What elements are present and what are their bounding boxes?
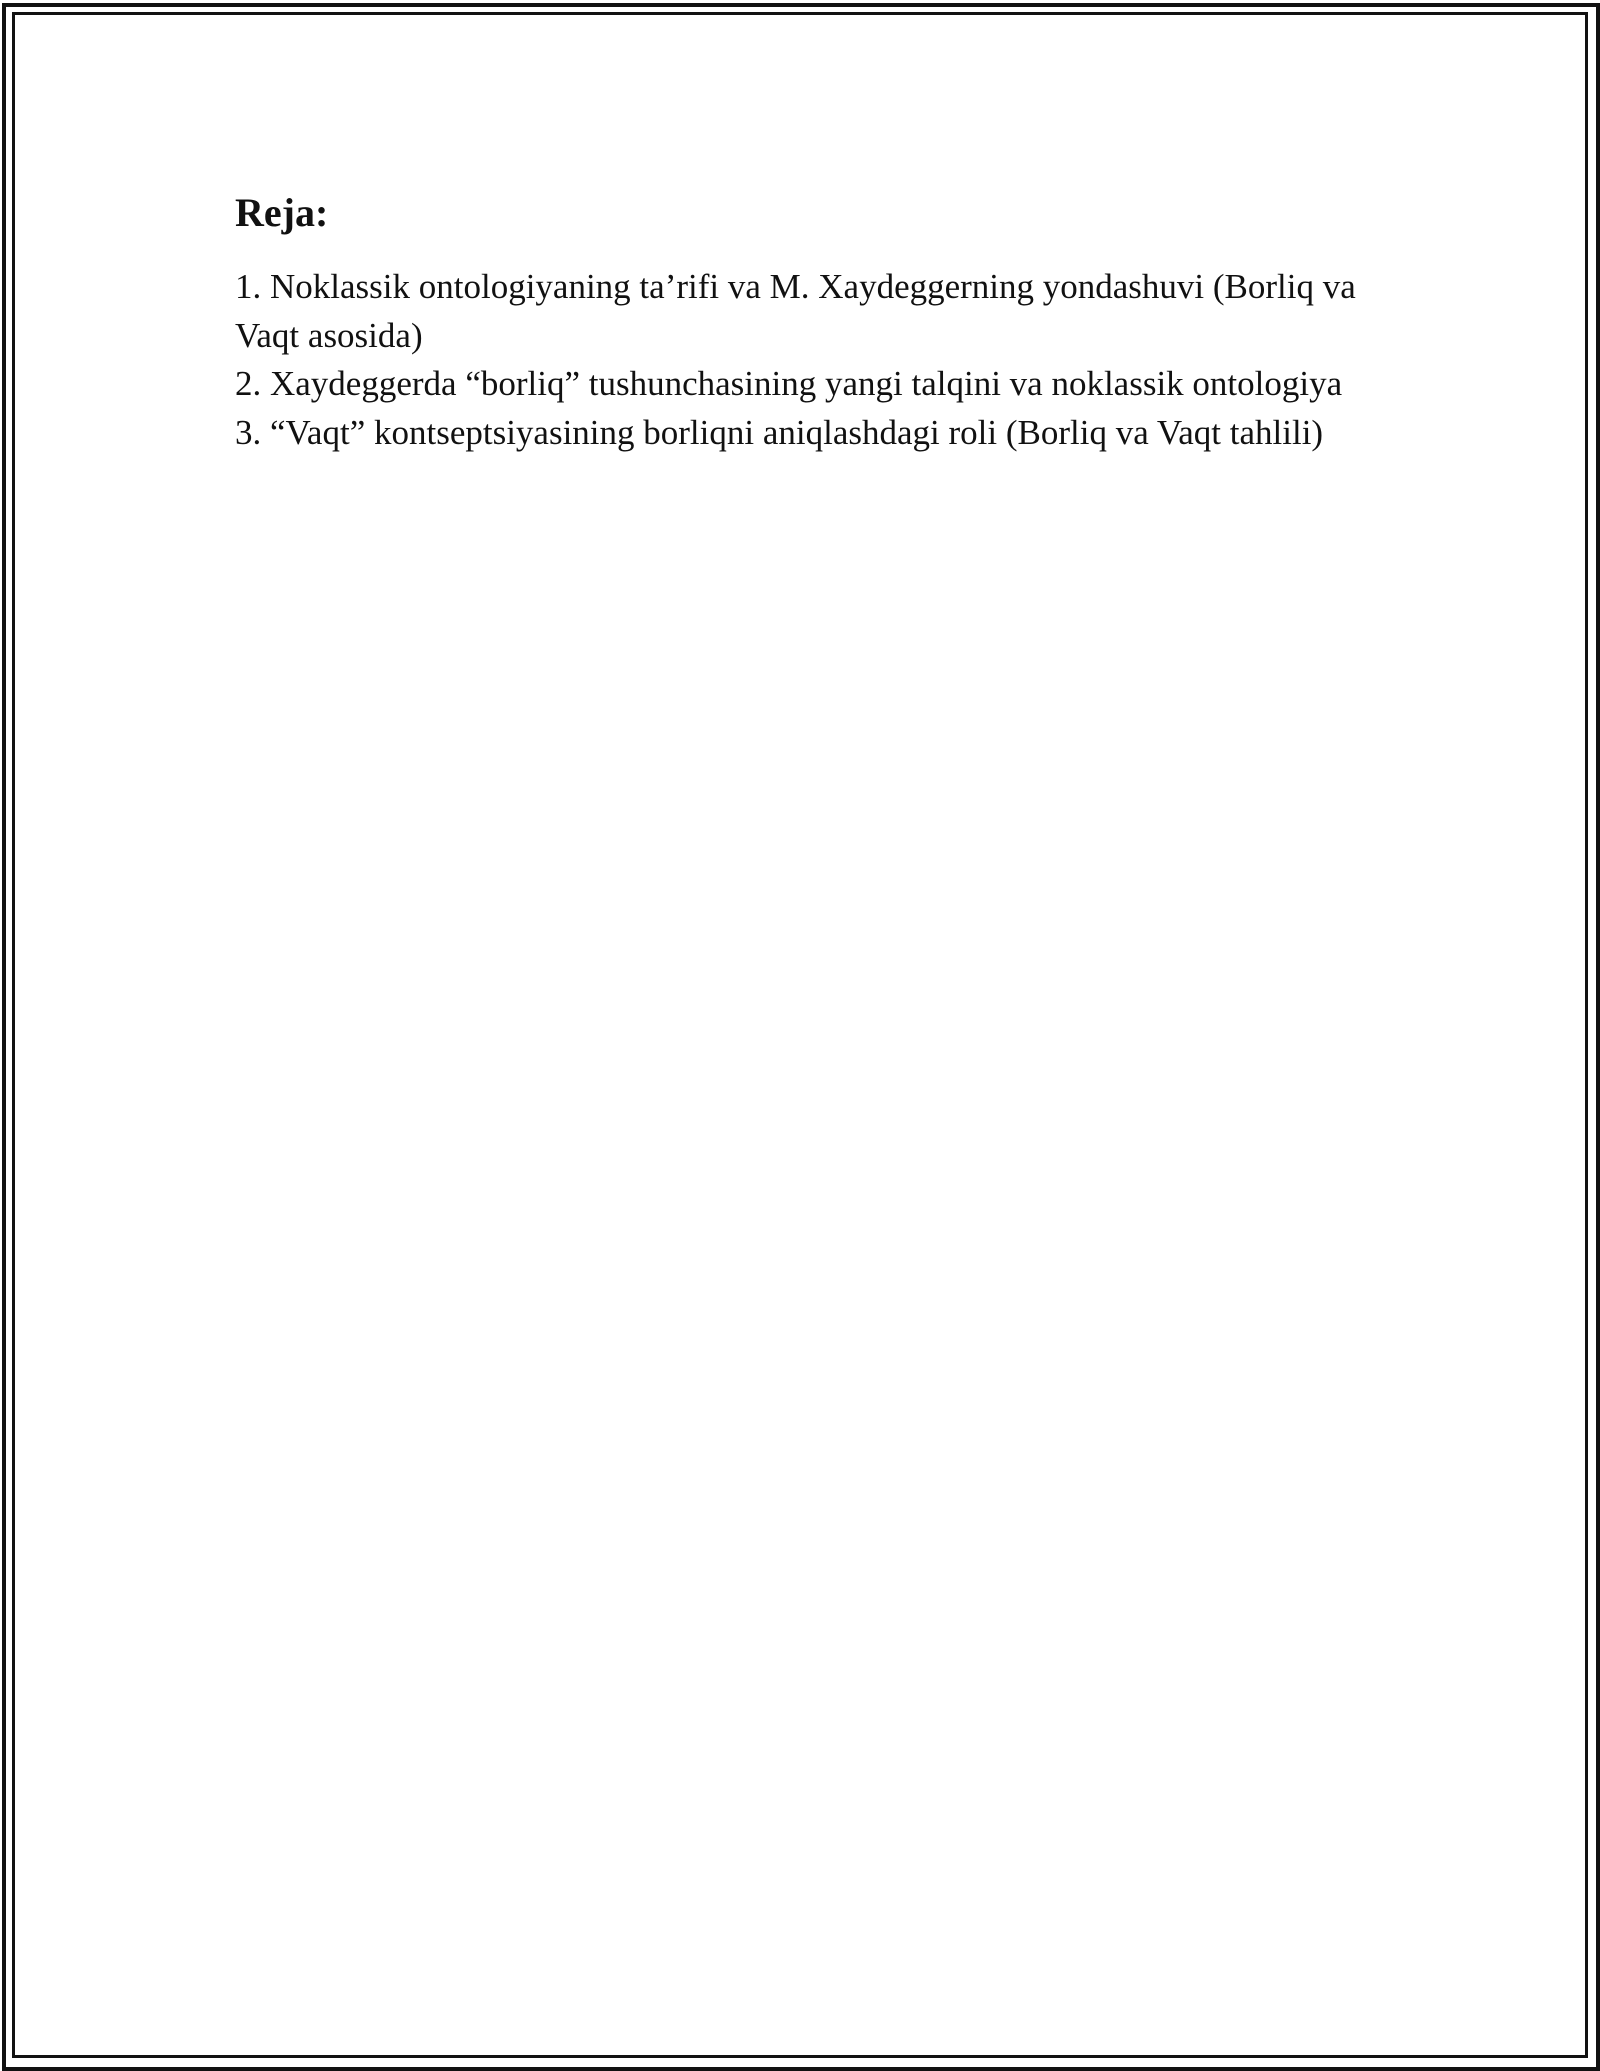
plan-item-2: 2. Xaydeggerda “borliq” tushunchasining yangi talqini va noklassik ontologiya <box>235 364 1343 403</box>
plan-item-1: 1. Noklassik ontologiyaning ta’rifi va M. Xaydeggerning yondashuvi (Borliq va Vaqt asosida) <box>235 267 1356 355</box>
plan-list <box>235 263 1365 457</box>
plan-heading: Reja: <box>235 190 329 235</box>
plan-item-3: 3. “Vaqt” kontseptsiyasining borliqni aniqlashdagi roli (Borliq va Vaqt tahlili) <box>235 412 1324 452</box>
document-page <box>235 185 1365 457</box>
